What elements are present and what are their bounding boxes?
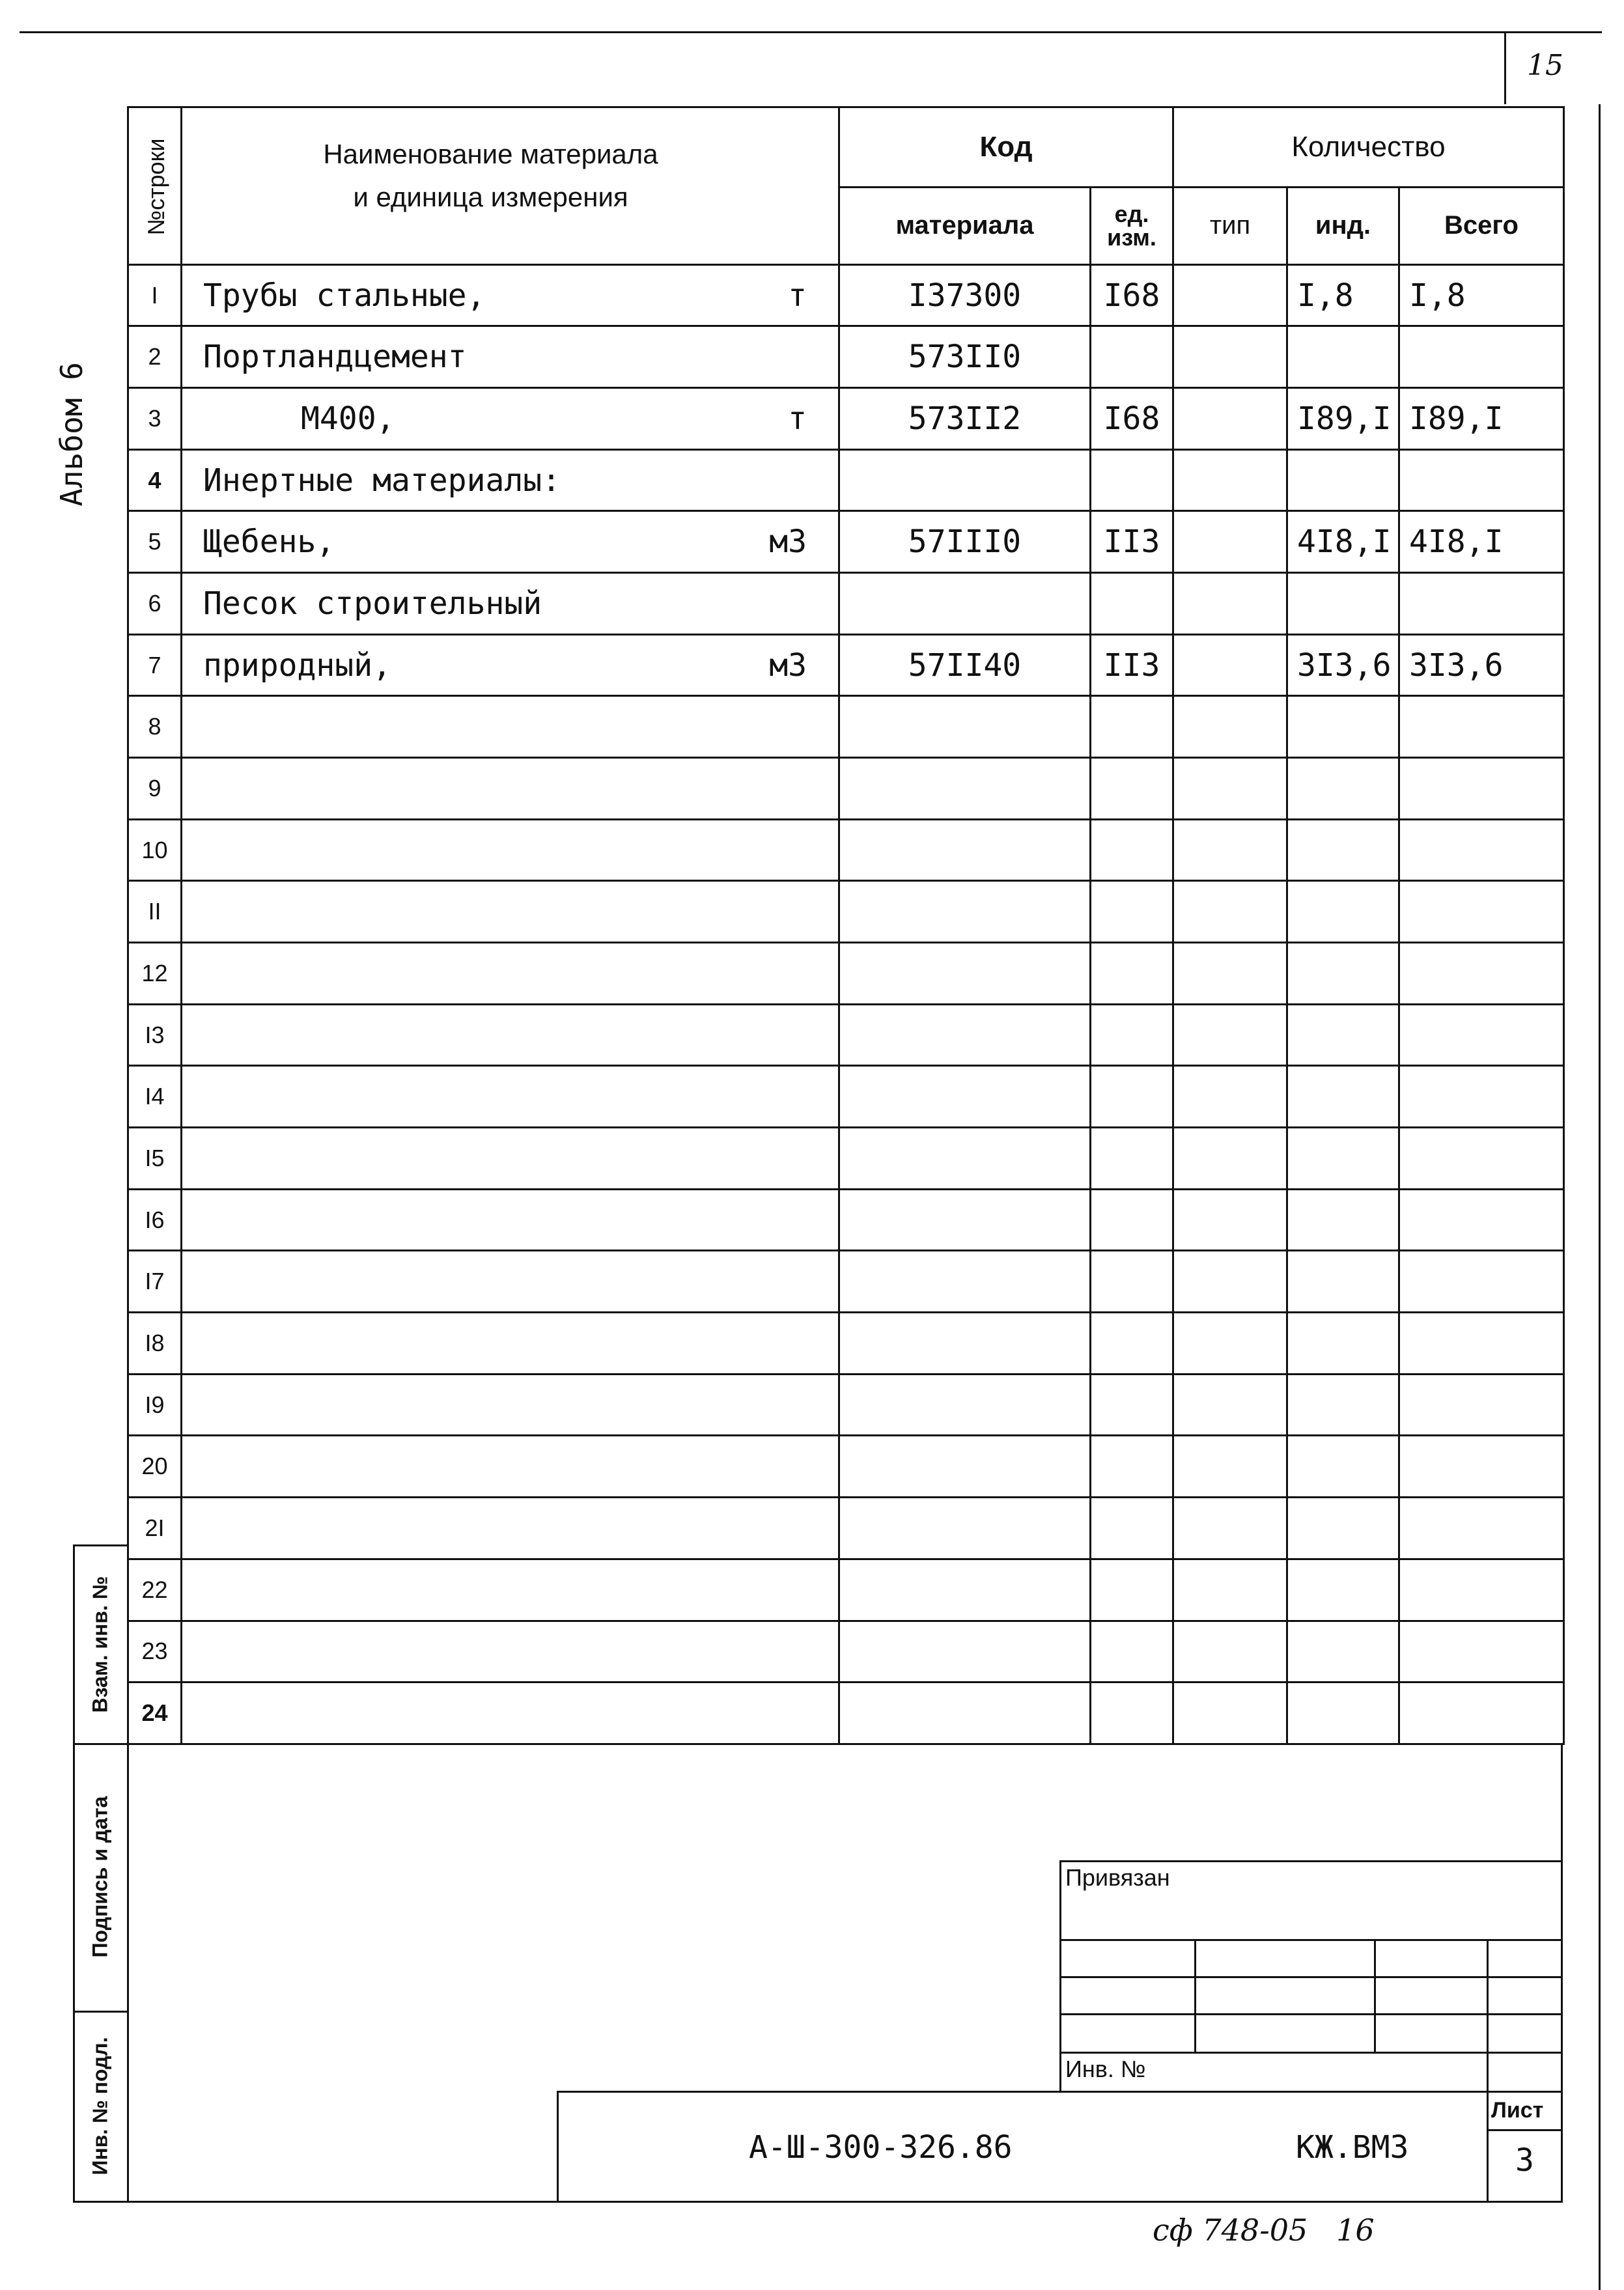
row-qty-type (1173, 264, 1287, 326)
row-unit: т (788, 277, 807, 314)
header-name-line1: Наименование материала (323, 139, 658, 170)
row-qty-ind (1287, 573, 1399, 635)
row-qty-total (1399, 1559, 1564, 1621)
row-qty-type (1173, 1683, 1287, 1744)
row-number: 10 (128, 819, 182, 881)
stamp-main-left (557, 2091, 559, 2203)
row-qty-ind (1287, 449, 1399, 511)
header-qty-ind: инд. (1287, 187, 1399, 264)
row-unit-code (1091, 1436, 1173, 1498)
row-qty-total: I,8 (1399, 264, 1564, 326)
row-name-text: М400, (301, 400, 395, 437)
stamp-list-divider (1487, 2129, 1563, 2131)
row-name (182, 388, 839, 450)
row-name (182, 1066, 839, 1128)
row-number: 2 (128, 326, 182, 388)
row-qty-total (1399, 1621, 1564, 1683)
stamp-privyazan-top (1059, 1860, 1563, 1862)
row-unit-code (1091, 1251, 1173, 1313)
row-qty-type (1173, 573, 1287, 635)
row-qty-ind: 3I3,6 (1287, 634, 1399, 696)
row-unit-code (1091, 1621, 1173, 1683)
row-qty-ind (1287, 1498, 1399, 1559)
row-unit-code (1091, 573, 1173, 635)
row-qty-ind (1287, 326, 1399, 388)
row-qty-type (1173, 1313, 1287, 1375)
row-name (182, 1313, 839, 1375)
row-name (182, 1559, 839, 1621)
row-qty-total (1399, 943, 1564, 1005)
row-qty-total: 3I3,6 (1399, 634, 1564, 696)
row-code (839, 1683, 1091, 1744)
row-code (839, 1559, 1091, 1621)
row-unit-code (1091, 326, 1173, 388)
footer-handwritten-note: сф 748-05 16 (1153, 2213, 1375, 2248)
row-qty-total: 4I8,I (1399, 511, 1564, 573)
row-name (182, 1004, 839, 1066)
row-name (182, 449, 839, 511)
row-code (839, 758, 1091, 820)
row-unit-code (1091, 1128, 1173, 1190)
row-qty-total (1399, 1066, 1564, 1128)
row-code (839, 1189, 1091, 1251)
row-qty-ind: I89,I (1287, 388, 1399, 450)
header-name (182, 107, 839, 265)
frame-right-lower (1561, 1745, 1563, 2203)
row-code (839, 881, 1091, 943)
header-qty-type: тип (1173, 187, 1287, 264)
table-row (128, 573, 1564, 635)
row-code: I37300 (839, 264, 1091, 326)
row-qty-total (1399, 1189, 1564, 1251)
row-qty-ind (1287, 819, 1399, 881)
row-qty-ind: I,8 (1287, 264, 1399, 326)
row-unit-code (1091, 1683, 1173, 1744)
row-qty-total (1399, 1436, 1564, 1498)
row-qty-type (1173, 388, 1287, 450)
row-name (182, 1374, 839, 1436)
row-qty-ind (1287, 696, 1399, 758)
stamp-privyazan-label: Привязан (1065, 1864, 1170, 1891)
header-row-no: №строки (128, 107, 182, 265)
stamp-grid-v2 (1374, 1939, 1376, 2054)
row-qty-total (1399, 819, 1564, 881)
row-unit-code (1091, 819, 1173, 881)
row-name (182, 943, 839, 1005)
row-qty-ind (1287, 1374, 1399, 1436)
frame-bottom (127, 2201, 1563, 2203)
album-label: Альбом 6 (54, 362, 89, 507)
row-unit-code: I68 (1091, 388, 1173, 450)
row-unit-code: II3 (1091, 634, 1173, 696)
row-qty-total (1399, 573, 1564, 635)
table-row (128, 1436, 1564, 1498)
table-row (128, 264, 1564, 326)
stamp-grid-v1 (1194, 1939, 1196, 2054)
row-number: I7 (128, 1251, 182, 1313)
row-number: 5 (128, 511, 182, 573)
table-row (128, 1498, 1564, 1559)
header-code-unit: ед. изм. (1091, 187, 1173, 264)
row-number: 12 (128, 943, 182, 1005)
row-qty-ind (1287, 1559, 1399, 1621)
table-row (128, 1066, 1564, 1128)
row-name-text: Песок строительный (203, 585, 542, 622)
row-name (182, 634, 839, 696)
row-name (182, 573, 839, 635)
side-label-inv-podl: Инв. № подл. (88, 2037, 112, 2175)
row-name-text: Щебень, (203, 524, 335, 561)
row-code (839, 449, 1091, 511)
table-row (128, 388, 1564, 450)
row-qty-total (1399, 758, 1564, 820)
row-qty-ind (1287, 1251, 1399, 1313)
table-row (128, 1128, 1564, 1190)
row-name (182, 819, 839, 881)
row-qty-type (1173, 1251, 1287, 1313)
row-unit-code (1091, 1066, 1173, 1128)
row-qty-total (1399, 1251, 1564, 1313)
table-row (128, 1251, 1564, 1313)
page-number-box-left (1504, 31, 1506, 104)
row-qty-type (1173, 1374, 1287, 1436)
row-qty-total (1399, 1004, 1564, 1066)
row-unit-code (1091, 1313, 1173, 1375)
row-number: 7 (128, 634, 182, 696)
row-qty-ind (1287, 1313, 1399, 1375)
row-unit-code (1091, 1559, 1173, 1621)
row-qty-type (1173, 1066, 1287, 1128)
row-qty-type (1173, 1621, 1287, 1683)
table-row (128, 634, 1564, 696)
row-name (182, 1128, 839, 1190)
row-number: 24 (128, 1683, 182, 1744)
side-label-vzam: Взам. инв. № (88, 1576, 112, 1713)
row-unit-code (1091, 1004, 1173, 1066)
row-qty-type (1173, 1004, 1287, 1066)
row-qty-ind (1287, 758, 1399, 820)
row-code (839, 819, 1091, 881)
row-unit-code (1091, 943, 1173, 1005)
row-number: 4 (128, 449, 182, 511)
row-qty-type (1173, 1436, 1287, 1498)
row-code: 573II2 (839, 388, 1091, 450)
row-qty-ind (1287, 1128, 1399, 1190)
stamp-list-number: 3 (1515, 2142, 1534, 2179)
row-qty-type (1173, 634, 1287, 696)
row-qty-type (1173, 1128, 1287, 1190)
row-qty-ind (1287, 1436, 1399, 1498)
stamp-list-label: Лист (1491, 2098, 1544, 2123)
row-qty-total (1399, 881, 1564, 943)
row-qty-type (1173, 1559, 1287, 1621)
row-unit-code (1091, 1189, 1173, 1251)
row-code (839, 1066, 1091, 1128)
row-code (839, 1498, 1091, 1559)
row-unit-code (1091, 449, 1173, 511)
row-qty-type (1173, 696, 1287, 758)
row-code (839, 1436, 1091, 1498)
table-row (128, 1374, 1564, 1436)
row-number: 20 (128, 1436, 182, 1498)
row-unit-code: II3 (1091, 511, 1173, 573)
row-code: 57II40 (839, 634, 1091, 696)
row-name (182, 264, 839, 326)
right-frame (1599, 104, 1601, 2290)
row-qty-total (1399, 1498, 1564, 1559)
row-qty-type (1173, 1189, 1287, 1251)
row-qty-ind: 4I8,I (1287, 511, 1399, 573)
row-number: I9 (128, 1374, 182, 1436)
header-code-material: материала (839, 187, 1091, 264)
row-qty-type (1173, 943, 1287, 1005)
row-unit-code (1091, 1498, 1173, 1559)
row-qty-total (1399, 1313, 1564, 1375)
table-row (128, 1004, 1564, 1066)
row-qty-type (1173, 1498, 1287, 1559)
row-qty-ind (1287, 1683, 1399, 1744)
row-qty-ind (1287, 1621, 1399, 1683)
row-code (839, 1374, 1091, 1436)
row-number: I (128, 264, 182, 326)
header-name-line2: и единица измерения (353, 182, 628, 213)
row-name-text: Трубы стальные, (203, 277, 486, 314)
row-code (839, 1621, 1091, 1683)
row-unit-code (1091, 696, 1173, 758)
header-qty-total: Всего (1399, 187, 1564, 264)
table-row (128, 1683, 1564, 1744)
row-name (182, 1498, 839, 1559)
row-name (182, 758, 839, 820)
row-name (182, 1189, 839, 1251)
row-qty-ind (1287, 881, 1399, 943)
header-qty-group: Количество (1173, 107, 1564, 188)
stamp-sheet-code: КЖ.ВМ3 (1296, 2129, 1409, 2166)
page-number: 15 (1527, 49, 1563, 82)
row-code (839, 943, 1091, 1005)
row-number: 23 (128, 1621, 182, 1683)
row-qty-ind (1287, 1189, 1399, 1251)
stamp-main-top (557, 2091, 1563, 2093)
table-row (128, 1621, 1564, 1683)
row-code (839, 696, 1091, 758)
row-name (182, 696, 839, 758)
row-qty-type (1173, 881, 1287, 943)
row-unit: м3 (769, 647, 807, 684)
table-row (128, 1559, 1564, 1621)
table-row (128, 326, 1564, 388)
row-number: 22 (128, 1559, 182, 1621)
row-code: 573II0 (839, 326, 1091, 388)
row-number: 8 (128, 696, 182, 758)
row-qty-type (1173, 758, 1287, 820)
row-unit-code (1091, 1374, 1173, 1436)
row-qty-type (1173, 449, 1287, 511)
row-code (839, 1004, 1091, 1066)
table-row (128, 943, 1564, 1005)
row-qty-total (1399, 1374, 1564, 1436)
table-row (128, 449, 1564, 511)
row-name-text: Портландцемент (203, 339, 467, 376)
row-qty-ind (1287, 1066, 1399, 1128)
row-unit: м3 (769, 524, 807, 561)
row-qty-total (1399, 1683, 1564, 1744)
row-qty-ind (1287, 1004, 1399, 1066)
row-unit-code (1091, 758, 1173, 820)
row-number: I6 (128, 1189, 182, 1251)
row-qty-type (1173, 819, 1287, 881)
frame-left-lower (127, 1745, 129, 2203)
row-name (182, 1436, 839, 1498)
row-number: II (128, 881, 182, 943)
table-row (128, 696, 1564, 758)
row-qty-total (1399, 1128, 1564, 1190)
row-qty-type (1173, 511, 1287, 573)
table-row (128, 511, 1564, 573)
table-row (128, 758, 1564, 820)
side-col-sep1 (73, 1743, 129, 1745)
side-label-podpis: Подпись и дата (88, 1796, 112, 1958)
stamp-doc-code: А-Ш-300-326.86 (749, 2129, 1013, 2166)
row-name (182, 1621, 839, 1683)
header-code-group: Код (839, 107, 1173, 188)
row-qty-total (1399, 696, 1564, 758)
row-number: I5 (128, 1128, 182, 1190)
materials-table (127, 106, 1565, 1745)
row-unit-code: I68 (1091, 264, 1173, 326)
top-rule (20, 31, 1602, 33)
row-number: 6 (128, 573, 182, 635)
row-code: 57III0 (839, 511, 1091, 573)
row-name (182, 511, 839, 573)
stamp-grid-v3 (1487, 1939, 1489, 2093)
table-row (128, 1189, 1564, 1251)
table-body (128, 264, 1564, 1744)
row-number: 3 (128, 388, 182, 450)
row-qty-type (1173, 326, 1287, 388)
table-row (128, 1313, 1564, 1375)
row-name (182, 1683, 839, 1744)
row-unit-code (1091, 881, 1173, 943)
row-code (839, 573, 1091, 635)
row-number: 2I (128, 1498, 182, 1559)
row-number: I4 (128, 1066, 182, 1128)
row-number: I3 (128, 1004, 182, 1066)
row-number: I8 (128, 1313, 182, 1375)
row-qty-total: I89,I (1399, 388, 1564, 450)
row-name (182, 1251, 839, 1313)
table-row (128, 881, 1564, 943)
row-unit: т (788, 400, 807, 437)
row-name (182, 881, 839, 943)
row-name-text: природный, (203, 647, 391, 684)
row-qty-total (1399, 449, 1564, 511)
row-qty-total (1399, 326, 1564, 388)
row-code (839, 1313, 1091, 1375)
row-code (839, 1128, 1091, 1190)
row-code (839, 1251, 1091, 1313)
stamp-inv-no-label: Инв. № (1065, 2056, 1146, 2082)
row-qty-ind (1287, 943, 1399, 1005)
table-row (128, 819, 1564, 881)
row-name (182, 326, 839, 388)
row-number: 9 (128, 758, 182, 820)
row-name-text: Инертные материалы: (203, 462, 561, 499)
